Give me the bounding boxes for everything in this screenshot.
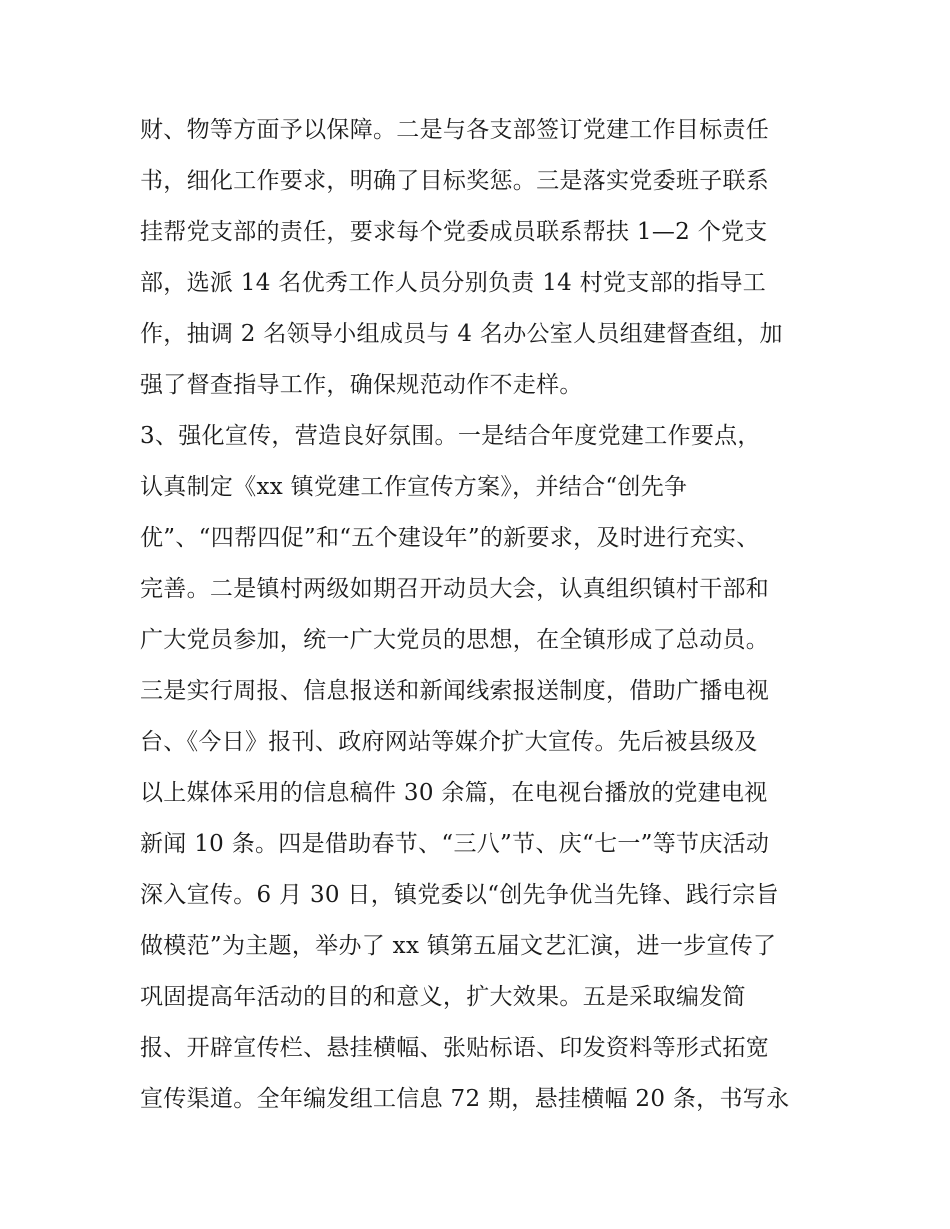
text-line: 强了督查指导工作，确保规范动作不走样。 [140,372,583,398]
text-line: 深入宣传。6 月 30 日，镇党委以“创先争优当先锋、践行宗旨 [140,882,779,908]
text-line: 报、开辟宣传栏、悬挂横幅、张贴标语、印发资料等形式拓宽 [140,1035,770,1061]
text-line: 以上媒体采用的信息稿件 30 余篇，在电视台播放的党建电视 [140,780,768,806]
body-text [140,105,830,1125]
text-line: 做模范”为主题，举办了 xx 镇第五届文艺汇演，进一步宣传了 [140,933,777,959]
text-line: 完善。二是镇村两级如期召开动员大会，认真组织镇村干部和 [140,576,770,602]
text-line: 新闻 10 条。四是借助春节、“三八”节、庆“七一”等节庆活动 [140,831,770,857]
text-line: 广大党员参加，统一广大党员的思想，在全镇形成了总动员。 [140,627,770,653]
text-line: 挂帮党支部的责任，要求每个党委成员联系帮扶 1—2 个党支 [140,219,768,245]
text-line: 作，抽调 2 名领导小组成员与 4 名办公室人员组建督查组，加 [140,321,783,347]
text-line: 台、《今日》报刊、政府网站等媒介扩大宣传。先后被县级及 [140,729,758,755]
text-line: 优”、“四帮四促”和“五个建设年”的新要求，及时进行充实、 [140,525,760,551]
text-line: 宣传渠道。全年编发组工信息 72 期，悬挂横幅 20 条，书写永 [140,1086,790,1112]
text-line: 巩固提高年活动的目的和意义，扩大效果。五是采取编发简 [140,984,746,1010]
text-line: 财、物等方面予以保障。二是与各支部签订党建工作目标责任 [140,117,770,143]
text-line: 认真制定《xx 镇党建工作宣传方案》，并结合“创先争 [140,474,688,500]
text-line: 部，选派 14 名优秀工作人员分别负责 14 村党支部的指导工 [140,270,767,296]
section-heading-line: 3、强化宣传，营造良好氛围。一是结合年度党建工作要点， [140,423,761,449]
text-line: 三是实行周报、信息报送和新闻线索报送制度，借助广播电视 [140,678,770,704]
text-line: 书，细化工作要求，明确了目标奖惩。三是落实党委班子联系 [140,168,770,194]
